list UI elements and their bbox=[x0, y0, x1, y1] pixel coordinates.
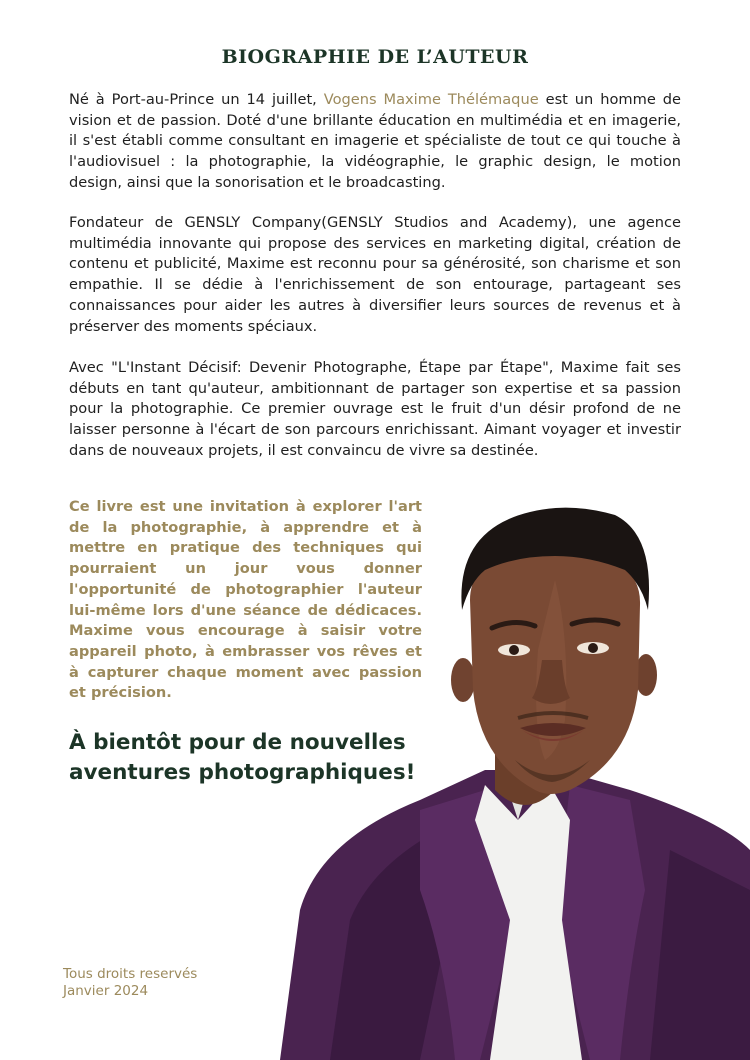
bio-paragraph-2: Fondateur de GENSLY Company(GENSLY Studios and Academy), une agence multimédia innovante qui propose des services en marketing digital, création de contenu et publicité, Maxime est reconnu pour sa générosité, son charisme et son empathie. Il se dédie à l'enrichissement de son entourage, partageant ses connaissances pour aider les autres à diversifier leurs sources de revenus et à préserver des moments spéciaux. bbox=[69, 214, 681, 335]
bio-intro-rest: est un homme de vision et de passion. Doté d'une brillante éducation en multimédia et en imagerie, il s'est établi comme consultant en imagerie et spécialiste de tout ce qui touche à l'audiovisuel : la photographie, la vidéographie, le graphic design, le motion design, ainsi que la sonorisation et le broadcasting. bbox=[69, 91, 681, 191]
author-portrait bbox=[270, 490, 750, 1060]
closing-headline: À bientôt pour de nouvelles aventures photographiques! bbox=[69, 730, 416, 785]
page-title: BIOGRAPHIE DE L’AUTEUR bbox=[221, 46, 529, 68]
author-name: Vogens Maxime Thélémaque bbox=[323, 91, 539, 108]
publication-date: Janvier 2024 bbox=[63, 983, 149, 999]
rights-notice: Tous droits reservés bbox=[63, 966, 198, 982]
footer-copyright bbox=[63, 966, 197, 1000]
bio-paragraph-1 bbox=[69, 90, 681, 194]
book-invitation-text: Ce livre est une invitation à explorer l'art de la photographie, à apprendre et à mettre en pratique des techniques qui pourraient un jour vous donner l'opportunité de photographier l'auteur lui-même lors d'une séance de dédicaces. Maxime vous encourage à saisir votre appareil photo, à embrasser vos rêves et à capturer chaque moment avec passion et précision. bbox=[69, 498, 422, 702]
bio-intro-text: Né à Port-au-Prince un 14 juillet, bbox=[69, 91, 324, 108]
bio-paragraph-3: Avec "L'Instant Décisif: Devenir Photographe, Étape par Étape", Maxime fait ses débuts en tant qu'auteur, ambitionnant de partager son expertise et sa passion pour la photographie. Ce premier ouvrage est le fruit d'un désir profond de ne laisser personne à l'écart de son parcours enrichissant. Aimant voyager et investir dans de nouveaux projets, il est convaincu de vivre sa destinée. bbox=[69, 359, 681, 459]
